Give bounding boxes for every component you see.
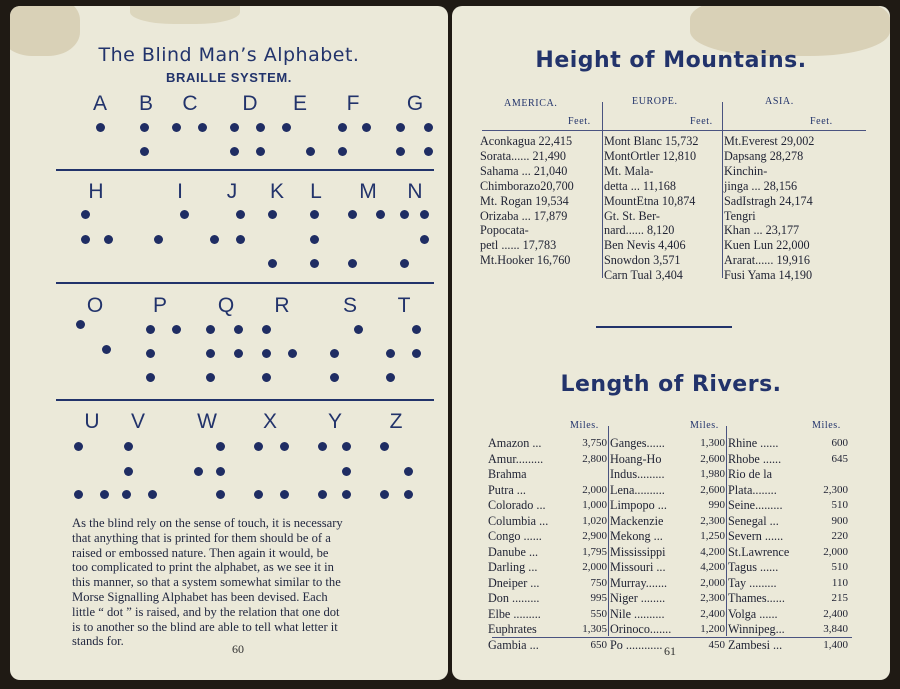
- river-name: Murray.......: [610, 575, 668, 590]
- paragraph-line: As the blind rely on the sense of touch, it is necessary: [72, 516, 343, 530]
- braille-dot: [256, 147, 265, 156]
- braille-dot: [396, 147, 405, 156]
- river-name: Niger ........: [610, 591, 666, 605]
- river-length: 995: [590, 592, 607, 604]
- table-cell: jinga ... 28,156: [724, 178, 798, 193]
- table-cell: Tengri: [724, 208, 756, 223]
- river-length: 2,400: [700, 607, 725, 620]
- paragraph-line: too complicated to print the alphabet, as we see it in: [72, 560, 334, 575]
- braille-letter: W: [197, 410, 217, 433]
- braille-subtitle: BRAILLE SYSTEM.: [165, 70, 292, 85]
- braille-dot: [74, 490, 83, 499]
- river-length: 2,000: [823, 545, 848, 558]
- braille-dot: [256, 123, 265, 132]
- braille-dot: [362, 123, 371, 132]
- braille-dot: [380, 490, 389, 499]
- river-name: Don .........: [488, 591, 540, 605]
- braille-dot: [216, 490, 225, 499]
- braille-letter: X: [262, 410, 277, 433]
- table-cell: Mont Blanc 15,732: [604, 134, 699, 148]
- braille-dot: [236, 210, 245, 219]
- braille-dot: [268, 259, 277, 268]
- river-length: 2,000: [582, 483, 607, 496]
- river-name: Rio de la: [728, 467, 773, 481]
- river-length: 2,000: [582, 561, 607, 573]
- braille-dot: [420, 235, 429, 244]
- braille-dot: [306, 147, 315, 156]
- river-name: Amur.........: [488, 451, 544, 466]
- river-length: 2,600: [700, 452, 725, 465]
- braille-letter: I: [177, 180, 183, 203]
- right-page: [452, 6, 890, 680]
- table-rule: [482, 130, 866, 131]
- river-length: 1,795: [582, 545, 607, 558]
- braille-letter: C: [182, 92, 198, 115]
- river-name: Lena..........: [610, 482, 665, 497]
- column-rule: [608, 426, 609, 636]
- braille-dot: [262, 325, 271, 334]
- unit-label: Feet.: [568, 116, 591, 127]
- river-name: St.Lawrence: [728, 544, 790, 559]
- river-name: Seine.........: [728, 498, 783, 512]
- river-length: 600: [831, 437, 848, 449]
- braille-dot: [206, 349, 215, 358]
- left-page: [10, 6, 448, 680]
- river-name: Danube ...: [488, 544, 539, 559]
- braille-dot: [280, 442, 289, 451]
- braille-dot: [180, 210, 189, 219]
- river-name: Brahma: [488, 467, 527, 481]
- river-name: Volga ......: [728, 606, 778, 621]
- braille-dot: [146, 373, 155, 382]
- river-name: Colorado ...: [488, 498, 546, 512]
- river-name: Severn ......: [728, 529, 784, 543]
- page-number: 60: [232, 642, 244, 656]
- river-length: 990: [708, 499, 725, 511]
- river-name: Dneiper ...: [488, 575, 540, 590]
- river-name: Limpopo ...: [610, 498, 667, 512]
- river-length: 1,980: [700, 468, 725, 480]
- table-cell: MontOrtler 12,810: [604, 148, 697, 163]
- river-name: Darling ...: [488, 560, 538, 574]
- table-cell: nard...... 8,120: [604, 223, 675, 238]
- river-name: Missouri ...: [610, 560, 666, 574]
- river-name: Orinoco.......: [610, 622, 672, 636]
- braille-dot: [354, 325, 363, 334]
- table-cell: Ararat...... 19,916: [724, 253, 810, 268]
- unit-label: Miles.: [812, 420, 841, 431]
- braille-dot: [236, 235, 245, 244]
- braille-letter: P: [152, 294, 167, 317]
- braille-dot: [124, 442, 133, 451]
- braille-dot: [206, 325, 215, 334]
- braille-dot: [148, 490, 157, 499]
- braille-letter: N: [407, 180, 423, 203]
- braille-dot: [342, 490, 351, 499]
- river-length: 510: [831, 499, 848, 511]
- braille-letter: R: [274, 294, 290, 317]
- river-length: 645: [831, 452, 848, 465]
- braille-letter: E: [292, 92, 307, 115]
- braille-dot: [348, 259, 357, 268]
- river-length: 750: [590, 576, 607, 589]
- river-length: 1,020: [582, 514, 607, 527]
- river-length: 2,000: [700, 576, 725, 589]
- table-cell: Fusi Yama 14,190: [724, 268, 813, 283]
- column-rule: [602, 102, 603, 278]
- braille-letter: F: [346, 92, 360, 115]
- table-cell: Mt.Hooker 16,760: [480, 253, 571, 268]
- river-length: 4,200: [700, 561, 725, 573]
- paragraph-line: that anything that is printed for them should be of a: [72, 530, 331, 545]
- braille-letter: Q: [217, 294, 235, 317]
- braille-letter: K: [269, 180, 284, 203]
- table-cell: Sahama ... 21,040: [480, 163, 568, 178]
- braille-dot: [310, 235, 319, 244]
- divider: [56, 399, 434, 401]
- braille-dot: [96, 123, 105, 132]
- section-divider: [596, 326, 732, 328]
- river-length: 2,600: [700, 483, 725, 496]
- braille-dot: [318, 490, 327, 499]
- braille-dot: [146, 325, 155, 334]
- braille-dot: [330, 373, 339, 382]
- river-length: 2,800: [582, 452, 607, 465]
- braille-letter: M: [359, 180, 377, 203]
- river-name: Mekong ...: [610, 529, 663, 543]
- river-length: 2,300: [823, 483, 848, 496]
- river-length: 900: [831, 514, 848, 527]
- river-name: Hoang-Ho: [610, 451, 662, 466]
- river-name: Indus.........: [610, 467, 665, 481]
- braille-dot: [348, 210, 357, 219]
- river-name: Plata........: [728, 482, 777, 497]
- braille-dot: [424, 147, 433, 156]
- braille-dot: [400, 259, 409, 268]
- braille-dot: [280, 490, 289, 499]
- braille-dot: [342, 442, 351, 451]
- paragraph-line: this manner, so that a system somewhat similar to the: [72, 575, 341, 590]
- braille-dot: [262, 373, 271, 382]
- table-cell: Mt. Mala-: [604, 163, 654, 178]
- braille-paragraph: [72, 516, 428, 649]
- table-cell: Sorata...... 21,490: [480, 148, 566, 163]
- mountains-title: Height of Mountains.: [535, 48, 807, 73]
- braille-dot: [100, 490, 109, 499]
- river-name: Tagus ......: [728, 560, 779, 574]
- divider: [56, 282, 434, 284]
- river-name: Thames......: [728, 591, 785, 605]
- braille-dot: [338, 123, 347, 132]
- unit-label: Feet.: [810, 116, 833, 127]
- river-name: Mississippi: [610, 544, 666, 559]
- braille-dot: [104, 235, 113, 244]
- braille-dot: [194, 467, 203, 476]
- paragraph-line: stands for.: [72, 634, 124, 649]
- braille-dot: [380, 442, 389, 451]
- column-rule: [726, 426, 727, 636]
- braille-dot: [210, 235, 219, 244]
- river-length: 1,000: [582, 499, 607, 511]
- rivers-title: Length of Rivers.: [560, 372, 782, 397]
- river-name: Gambia ...: [488, 637, 539, 652]
- unit-label: Feet.: [690, 116, 713, 127]
- braille-dot: [282, 123, 291, 132]
- page-number: 61: [664, 644, 676, 658]
- braille-letter: Y: [327, 410, 342, 433]
- braille-letter: V: [130, 410, 145, 433]
- braille-dot: [74, 442, 83, 451]
- braille-letter: Z: [389, 410, 403, 433]
- braille-dot: [412, 325, 421, 334]
- column-header: EUROPE.: [632, 96, 678, 107]
- braille-dot: [81, 235, 90, 244]
- river-length: 1,250: [700, 530, 725, 542]
- table-cell: MountEtna 10,874: [604, 193, 696, 208]
- river-length: 1,300: [700, 437, 725, 449]
- braille-letter: U: [84, 410, 100, 433]
- braille-letter: D: [242, 92, 258, 115]
- braille-dot: [172, 325, 181, 334]
- river-length: 450: [708, 638, 725, 651]
- braille-dot: [310, 210, 319, 219]
- table-cell: Chimborazo20,700: [480, 178, 574, 193]
- braille-dot: [310, 259, 319, 268]
- river-name: Congo ......: [488, 529, 542, 543]
- river-length: 4,200: [700, 545, 725, 558]
- braille-dot: [216, 467, 225, 476]
- braille-dot: [338, 147, 347, 156]
- braille-dot: [122, 490, 131, 499]
- river-name: Winnipeg...: [728, 622, 785, 636]
- braille-dot: [386, 349, 395, 358]
- river-name: Rhine ......: [728, 436, 779, 450]
- river-length: 110: [831, 576, 848, 589]
- river-name: Nile ..........: [610, 606, 665, 621]
- table-cell: Ben Nevis 4,406: [604, 238, 686, 253]
- braille-dot: [154, 235, 163, 244]
- table-cell: detta ... 11,168: [604, 178, 676, 193]
- table-cell: Aconkagua 22,415: [480, 134, 573, 148]
- braille-dot: [254, 442, 263, 451]
- braille-dot: [140, 147, 149, 156]
- page-stain: [130, 6, 240, 24]
- unit-label: Miles.: [570, 420, 599, 431]
- braille-dot: [386, 373, 395, 382]
- river-length: 2,400: [823, 607, 848, 620]
- divider: [56, 169, 434, 171]
- braille-dot: [400, 210, 409, 219]
- unit-label: Miles.: [690, 420, 719, 431]
- braille-dot: [342, 467, 351, 476]
- braille-title: The Blind Man’s Alphabet.: [98, 44, 360, 66]
- braille-dot: [420, 210, 429, 219]
- braille-dot: [404, 467, 413, 476]
- braille-dot: [376, 210, 385, 219]
- river-name: Ganges......: [610, 436, 665, 450]
- river-length: 650: [590, 638, 607, 651]
- braille-letter: T: [397, 294, 411, 317]
- table-cell: Dapsang 28,278: [724, 148, 804, 163]
- braille-dot: [396, 123, 405, 132]
- braille-dot: [404, 490, 413, 499]
- river-name: Euphrates: [488, 622, 537, 636]
- river-name: Amazon ...: [488, 436, 542, 450]
- river-name: Rhobe ......: [728, 451, 782, 466]
- river-name: Putra ...: [488, 482, 526, 497]
- table-cell: Popocata-: [480, 223, 529, 238]
- table-cell: Kinchin-: [724, 163, 768, 178]
- braille-dot: [330, 349, 339, 358]
- river-name: Zambesi ...: [728, 637, 783, 652]
- braille-dot: [424, 123, 433, 132]
- column-header: AMERICA.: [504, 98, 558, 109]
- braille-dot: [230, 147, 239, 156]
- braille-dot: [206, 373, 215, 382]
- column-rule: [722, 102, 723, 278]
- table-cell: Khan ... 23,177: [724, 223, 800, 238]
- braille-dot: [254, 490, 263, 499]
- table-cell: Mt. Rogan 19,534: [480, 193, 569, 208]
- braille-dot: [81, 210, 90, 219]
- table-cell: Gt. St. Ber-: [604, 208, 660, 223]
- river-length: 220: [831, 530, 848, 542]
- river-length: 1,200: [700, 623, 725, 635]
- braille-letter: B: [138, 92, 153, 115]
- braille-dot: [102, 345, 111, 354]
- river-length: 2,300: [700, 514, 725, 527]
- braille-letter: J: [226, 180, 238, 203]
- river-name: Po ............: [610, 637, 663, 652]
- braille-dot: [318, 442, 327, 451]
- table-cell: Mt.Everest 29,002: [724, 134, 815, 148]
- table-cell: Snowdon 3,571: [604, 253, 681, 268]
- river-length: 2,300: [700, 592, 725, 604]
- braille-dot: [234, 349, 243, 358]
- braille-dot: [288, 349, 297, 358]
- braille-dot: [262, 349, 271, 358]
- river-name: Columbia ...: [488, 513, 549, 528]
- braille-dot: [230, 123, 239, 132]
- braille-dot: [216, 442, 225, 451]
- column-header: ASIA.: [765, 96, 794, 107]
- braille-dot: [76, 320, 85, 329]
- braille-letter: L: [310, 180, 322, 203]
- braille-dot: [140, 123, 149, 132]
- braille-letter: O: [86, 294, 104, 317]
- river-name: Senegal ...: [728, 513, 779, 528]
- river-length: 510: [831, 561, 848, 573]
- river-length: 3,840: [823, 623, 848, 635]
- paragraph-line: Morse Signalling Alphabet has been devised. Each: [72, 589, 328, 604]
- braille-dot: [172, 123, 181, 132]
- braille-dot: [268, 210, 277, 219]
- river-length: 1,305: [582, 623, 607, 635]
- paragraph-line: raised or embossed nature. Then again it would, be: [72, 545, 329, 560]
- table-cell: SadIstragh 24,174: [724, 193, 813, 208]
- table-cell: petl ...... 17,783: [480, 238, 557, 253]
- braille-dot: [124, 467, 133, 476]
- river-name: Tay .........: [728, 575, 777, 590]
- braille-letter: A: [92, 92, 107, 115]
- braille-dot: [146, 349, 155, 358]
- braille-letter: S: [342, 294, 357, 317]
- river-length: 550: [590, 607, 607, 620]
- river-length: 3,750: [582, 437, 607, 449]
- river-length: 2,900: [582, 530, 607, 542]
- river-name: Elbe .........: [488, 606, 541, 621]
- paragraph-line: is to another so the blind are able to tell what letter it: [72, 619, 338, 634]
- river-length: 1,400: [823, 638, 848, 651]
- river-name: Mackenzie: [610, 513, 664, 528]
- braille-dot: [198, 123, 207, 132]
- table-cell: Orizaba ... 17,879: [480, 208, 568, 223]
- table-cell: Carn Tual 3,404: [604, 268, 683, 283]
- braille-letter: H: [88, 180, 104, 203]
- table-cell: Kuen Lun 22,000: [724, 238, 810, 253]
- braille-dot: [234, 325, 243, 334]
- braille-letter: G: [406, 92, 424, 115]
- paragraph-line: little “ dot ” is raised, and by the relation that one dot: [72, 604, 340, 619]
- river-length: 215: [831, 592, 848, 604]
- braille-dot: [412, 349, 421, 358]
